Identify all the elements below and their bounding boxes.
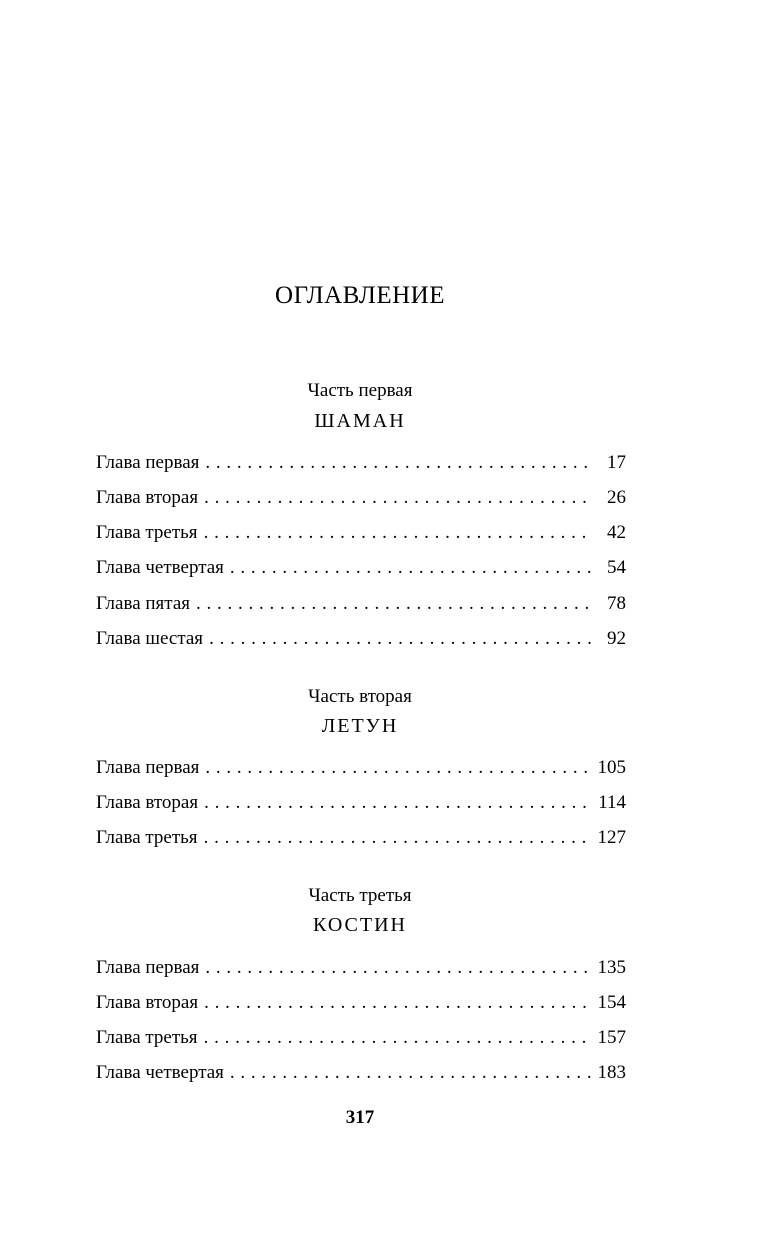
- chapter-page: 17: [607, 452, 626, 473]
- chapter-page: 78: [607, 593, 626, 614]
- part-label: Часть третья: [308, 885, 412, 906]
- dot-leader: [209, 626, 592, 652]
- chapter-title: Глава четвертая: [96, 557, 224, 578]
- chapter-title: Глава третья: [96, 1027, 198, 1048]
- chapter-page: 26: [607, 487, 626, 508]
- chapter-title: Глава первая: [96, 452, 200, 473]
- toc-row[interactable]: [96, 1025, 626, 1051]
- dot-leader: [230, 555, 592, 581]
- toc-row[interactable]: [96, 555, 626, 581]
- chapter-title: Глава пятая: [96, 593, 190, 614]
- toc-row[interactable]: [96, 626, 626, 652]
- part-name: ЛЕТУН: [321, 715, 399, 737]
- chapter-title: Глава шестая: [96, 628, 204, 649]
- toc-row[interactable]: [96, 1060, 626, 1086]
- chapter-page: 54: [607, 557, 626, 578]
- dot-leader: [204, 485, 592, 511]
- part-name: ШАМАН: [314, 410, 406, 432]
- dot-leader: [204, 790, 592, 816]
- toc-row[interactable]: [96, 450, 626, 476]
- chapter-page: 183: [597, 1062, 626, 1083]
- chapter-page: 42: [607, 522, 626, 543]
- page-title: ОГЛАВЛЕНИЕ: [275, 282, 445, 309]
- chapter-title: Глава третья: [96, 827, 198, 848]
- chapter-title: Глава первая: [96, 957, 200, 978]
- dot-leader: [205, 755, 592, 781]
- toc-row[interactable]: [96, 790, 626, 816]
- chapter-page: 135: [597, 957, 626, 978]
- chapter-title: Глава четвертая: [96, 1062, 224, 1083]
- chapter-title: Глава вторая: [96, 992, 199, 1013]
- dot-leader: [205, 450, 592, 476]
- toc-row[interactable]: [96, 990, 626, 1016]
- chapter-page: 105: [597, 757, 626, 778]
- toc-row[interactable]: [96, 825, 626, 851]
- dot-leader: [196, 591, 592, 617]
- toc-row[interactable]: [96, 755, 626, 781]
- dot-leader: [204, 1025, 592, 1051]
- chapter-page: 154: [597, 992, 626, 1013]
- chapter-page: 157: [597, 1027, 626, 1048]
- dot-leader: [204, 520, 592, 546]
- dot-leader: [204, 825, 592, 851]
- toc-row[interactable]: [96, 591, 626, 617]
- chapter-title: Глава третья: [96, 522, 198, 543]
- part-label: Часть вторая: [308, 686, 412, 707]
- dot-leader: [230, 1060, 592, 1086]
- toc-row[interactable]: [96, 485, 626, 511]
- part-label: Часть первая: [307, 380, 413, 401]
- chapter-page: 92: [607, 628, 626, 649]
- part-name: КОСТИН: [313, 914, 407, 936]
- chapter-page: 114: [598, 792, 626, 813]
- dot-leader: [205, 955, 592, 981]
- dot-leader: [204, 990, 592, 1016]
- chapter-page: 127: [597, 827, 626, 848]
- page-number: 317: [345, 1107, 375, 1128]
- chapter-title: Глава вторая: [96, 487, 199, 508]
- toc-row[interactable]: [96, 955, 626, 981]
- toc-row[interactable]: [96, 520, 626, 546]
- chapter-title: Глава первая: [96, 757, 200, 778]
- chapter-title: Глава вторая: [96, 792, 199, 813]
